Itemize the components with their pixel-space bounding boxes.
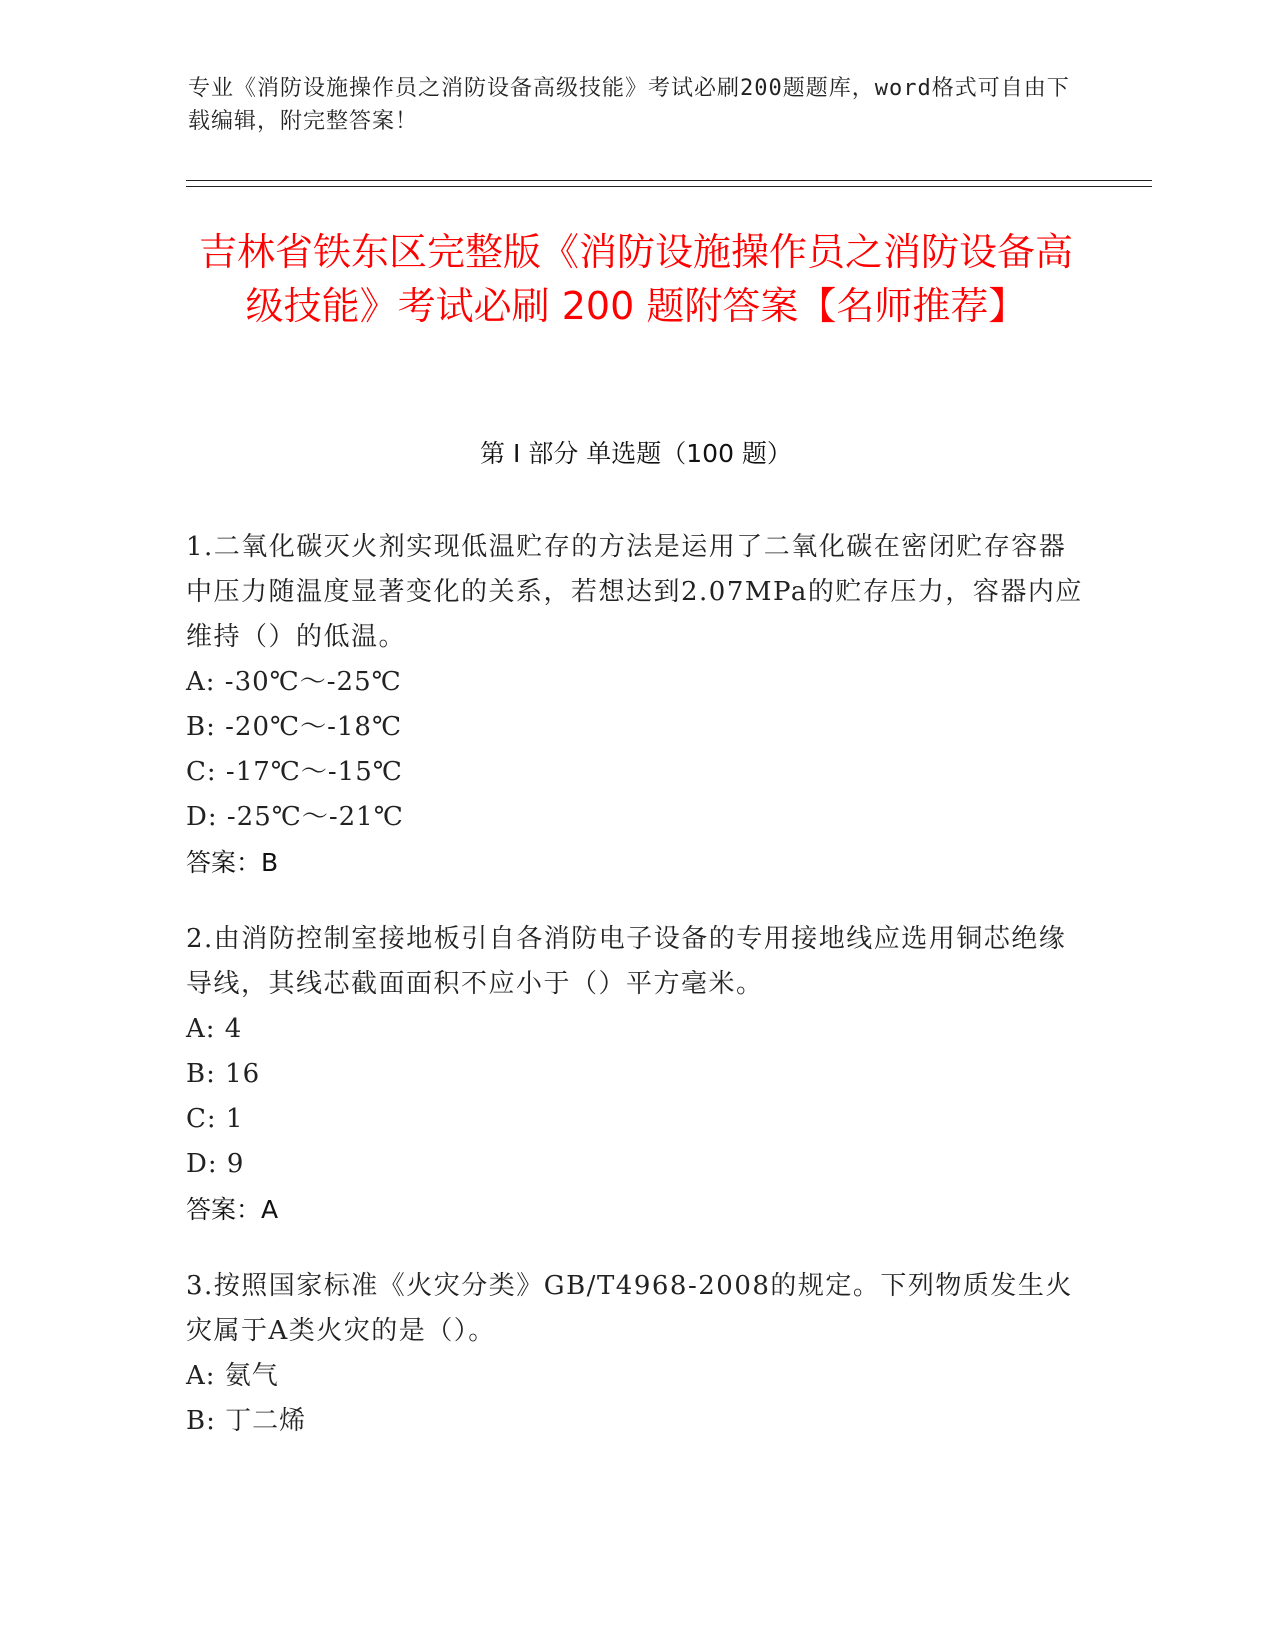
- answer-label: 答案：B: [186, 848, 279, 877]
- option-a: A: 氨气: [186, 1361, 279, 1391]
- question-stem: 1.二氧化碳灭火剂实现低温贮存的方法是运用了二氧化碳在密闭贮存容器中压力随温度显著变化的关系，若想达到2.07MPa的贮存压力，容器内应维持（）的低温。: [186, 532, 1083, 652]
- option-b: B: 16: [186, 1059, 261, 1089]
- question-3: [186, 1264, 1086, 1444]
- question-1: [186, 525, 1086, 885]
- header-divider-double: [186, 186, 1152, 187]
- option-a: A: 4: [186, 1014, 243, 1044]
- option-c: C: -17℃～-15℃: [186, 757, 403, 787]
- question-stem: 3.按照国家标准《火灾分类》GB/T4968-2008的规定。下列物质发生火灾属于A类火灾的是（）。: [186, 1271, 1073, 1346]
- section-title: 第 I 部分 单选题（100 题）: [480, 439, 792, 468]
- option-a: A: -30℃～-25℃: [186, 667, 402, 697]
- option-b: B: -20℃～-18℃: [186, 712, 403, 742]
- question-2: [186, 917, 1086, 1232]
- option-d: D: -25℃～-21℃: [186, 802, 404, 832]
- question-stem: 2.由消防控制室接地板引自各消防电子设备的专用接地线应选用铜芯绝缘导线，其线芯截面面积不应小于（）平方毫米。: [186, 924, 1067, 999]
- question-list: [186, 525, 1086, 1476]
- option-c: C: 1: [186, 1104, 244, 1134]
- header-divider: [186, 180, 1152, 181]
- option-b: B: 丁二烯: [186, 1406, 307, 1436]
- option-d: D: 9: [186, 1149, 245, 1179]
- document-title: 吉林省铁东区完整版《消防设施操作员之消防设备高级技能》考试必刷 200 题附答案【名师推荐】: [198, 230, 1073, 328]
- answer-label: 答案：A: [186, 1195, 279, 1224]
- header-note: 专业《消防设施操作员之消防设备高级技能》考试必刷200题题库，word格式可自由下载编辑，附完整答案！: [188, 76, 1070, 134]
